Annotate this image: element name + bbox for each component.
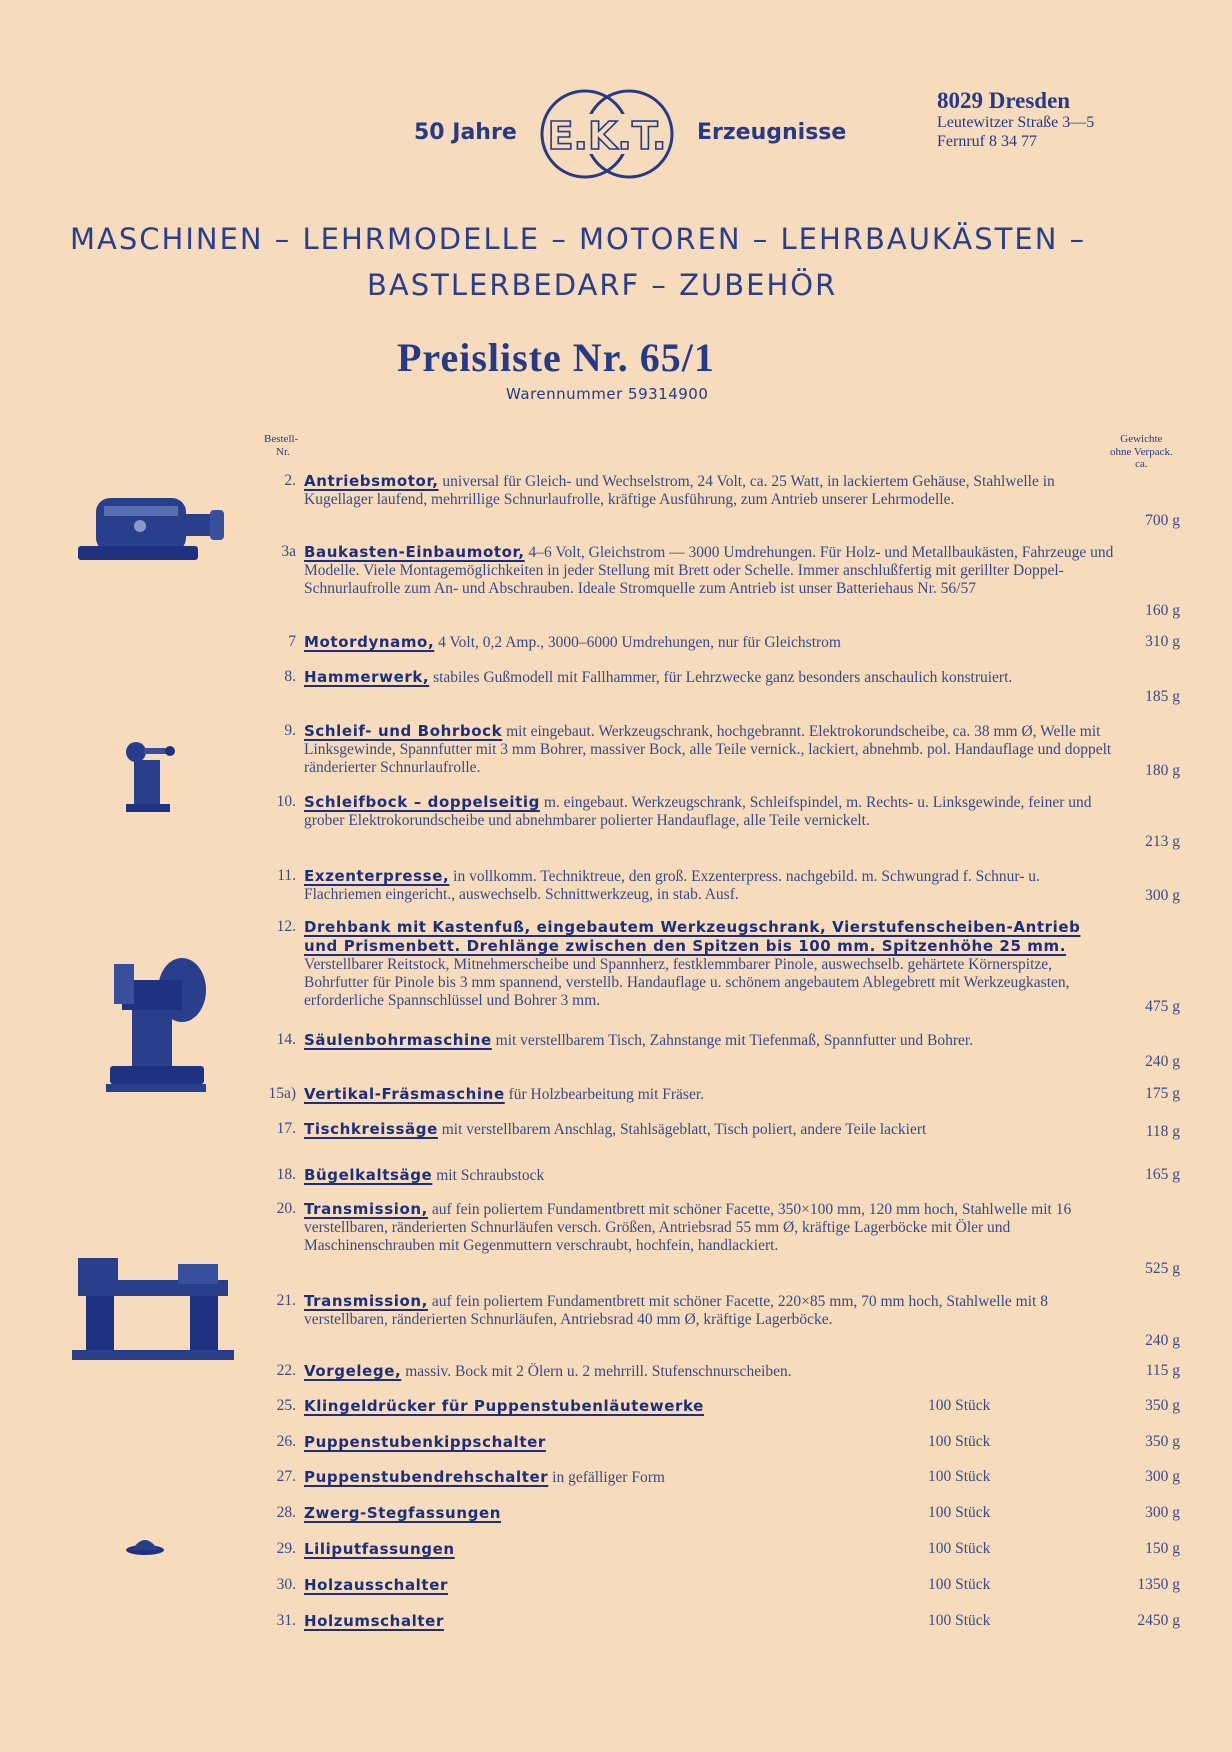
list-item: 12. Drehbank mit Kastenfuß, eingebautem Werkzeugschrank, Vierstufenscheiben-Antrieb und Prismenbett. Drehlänge zwischen den Spitzen bis 100 mm. Spitzenhöhe 25 mm. Verstellbarer Reitstock, Mitnehmerscheibe und Spannherz, festklemmbarer Pinole, auswechselb. gehärtete Körnerspitze, Bohrfutter für Pinole bis 3 mm spannend, verstellb. Handauflage u. schönem angebautem Ablegebrett mit Werkzeugkasten, erforderliche Spannschlüssel und Bohrer 3 mm. 475 g	[276, 918, 1180, 1015]
list-item: 21. Transmission, auf fein poliertem Fundamentbrett mit schöner Facette, 220×85 mm, 70 mm hoch, Stahlwelle mit 8 verstellbaren, ränderierten Schnurläufen, Antriebsrad 40 mm Ø, kräftige Lagerböcke. 240 g	[276, 1292, 1180, 1349]
list-item: 3a Baukasten-Einbaumotor, 4–6 Volt, Gleichstrom — 3000 Umdrehungen. Für Holz- und Metallbaukästen, Fahrzeuge und Modelle. Viele Montagemöglichkeiten in jeder Stellung mit Brett oder Schelle. Immer anschlußfertig mit gerillter Doppel-Schnurlaufrolle zum An- und Abschrauben. Ideale Stromquelle zum Antrieb ist unser Batteriehaus Nr. 56/57 160 g	[281, 543, 1180, 619]
list-item: 15a) Vertikal-Fräsmaschine für Holzbearbeitung mit Fräser. 175 g	[268, 1085, 1180, 1103]
list-item: 29. Liliputfassungen 100 Stück 150 g	[276, 1540, 1180, 1558]
list-item: 28. Zwerg-Stegfassungen 100 Stück 300 g	[276, 1504, 1180, 1522]
ekt-logo	[537, 86, 677, 182]
grinding-bench-illustration	[120, 734, 180, 814]
motor-illustration	[70, 488, 230, 570]
list-item: 17. Tischkreissäge mit verstellbarem Anschlag, Stahlsägeblatt, Tisch poliert, andere Teile lackiert 118 g	[276, 1120, 1180, 1140]
weight-heading: Gewichte ohne Verpack. ca.	[1110, 433, 1173, 471]
list-item: 11. Exzenterpresse, in vollkomm. Techniktreue, den groß. Exzenterpress. nachgebild. m. Schwungrad f. Schnur- u. Flachriemen eingericht., auswechselb. Schnittwerkzeug, in stab. Ausf. 300 g	[277, 867, 1180, 904]
price-list-title: Preisliste Nr. 65/1	[397, 335, 715, 380]
header-products: Erzeugnisse	[697, 120, 847, 145]
address-phone: Fernruf 8 34 77	[937, 132, 1037, 150]
order-number-heading: Bestell- Nr.	[264, 433, 299, 458]
list-item: 18. Bügelkaltsäge mit Schraubstock 165 g	[276, 1166, 1180, 1184]
article-number: Warennummer 59314900	[506, 385, 709, 403]
machine-illustration	[68, 1250, 238, 1370]
header-anniversary: 50 Jahre	[414, 120, 517, 145]
title-line-2: BASTLERBEDARF – ZUBEHÖR	[367, 268, 838, 302]
logo-text: E.K.T.	[547, 114, 667, 158]
list-item: 22. Vorgelege, massiv. Bock mit 2 Ölern u. 2 mehrrill. Stufenschnurscheiben. 115 g	[276, 1362, 1180, 1380]
lathe-press-illustration	[102, 950, 212, 1100]
list-item: 7 Motordynamo, 4 Volt, 0,2 Amp., 3000–6000 Umdrehungen, nur für Gleichstrom 310 g	[288, 633, 1180, 651]
socket-illustration	[124, 1530, 166, 1556]
list-item: 20. Transmission, auf fein poliertem Fundamentbrett mit schöner Facette, 350×100 mm, 120 mm hoch, Stahlwelle mit 16 verstellbaren, ränderierten Schnurläufen versch. Größen, Antriebsrad 55 mm Ø, kräftige Lagerböcke mit Öler und Maschinenschrauben mit Gegenmuttern verschraubt, hochfein, handlackiert. 525 g	[276, 1200, 1180, 1277]
address-block	[937, 88, 1094, 151]
list-item: 2. Antriebsmotor, universal für Gleich- und Wechselstrom, 24 Volt, ca. 25 Watt, in lackiertem Gehäuse, Stahlwelle in Kugellager laufend, mehrrillige Schnurlaufrolle, kräftige Ausführung, zum Antrieb unserer Lehrmodelle. 700 g	[284, 472, 1180, 529]
list-item: 30. Holzausschalter 100 Stück 1350 g	[276, 1576, 1180, 1594]
address-street: Leutewitzer Straße 3—5	[937, 114, 1095, 132]
title-line-1: MASCHINEN – LEHRMODELLE – MOTOREN – LEHRBAUKÄSTEN –	[70, 222, 1087, 256]
list-item: 25. Klingeldrücker für Puppenstubenläutewerke 100 Stück 350 g	[276, 1397, 1180, 1415]
list-item: 14. Säulenbohrmaschine mit verstellbarem Tisch, Zahnstange mit Tiefenmaß, Spannfutter und Bohrer. 240 g	[276, 1031, 1180, 1070]
list-item: 27. Puppenstubendrehschalter in gefälliger Form 100 Stück 300 g	[276, 1468, 1180, 1486]
list-item: 31. Holzumschalter 100 Stück 2450 g	[276, 1612, 1180, 1630]
list-item: 10. Schleifbock – doppelseitig m. eingebaut. Werkzeugschrank, Schleifspindel, m. Rechts- u. Linksgewinde, feiner und grober Elektrokorundscheibe und abnehmbarer polierter Handauflage, alle Teile vernickelt. 213 g	[276, 793, 1180, 850]
list-item: 26. Puppenstubenkippschalter 100 Stück 350 g	[276, 1433, 1180, 1451]
list-item: 9. Schleif- und Bohrbock mit eingebaut. Werkzeugschrank, hochgebrannt. Elektrokorundscheibe, ca. 38 mm Ø, Welle mit Linksgewinde, Spannfutter mit 3 mm Bohrer, massiver Bock, alle Teile vernick., lackiert, abnehmb. pol. Handauflage und doppelt ränderierter Schnurlaufrolle. 180 g	[284, 722, 1180, 779]
list-item: 8. Hammerwerk, stabiles Gußmodell mit Fallhammer, für Lehrzwecke ganz besonders anschaulich konstruiert. 185 g	[284, 668, 1180, 705]
address-city: 8029 Dresden	[937, 88, 1071, 113]
